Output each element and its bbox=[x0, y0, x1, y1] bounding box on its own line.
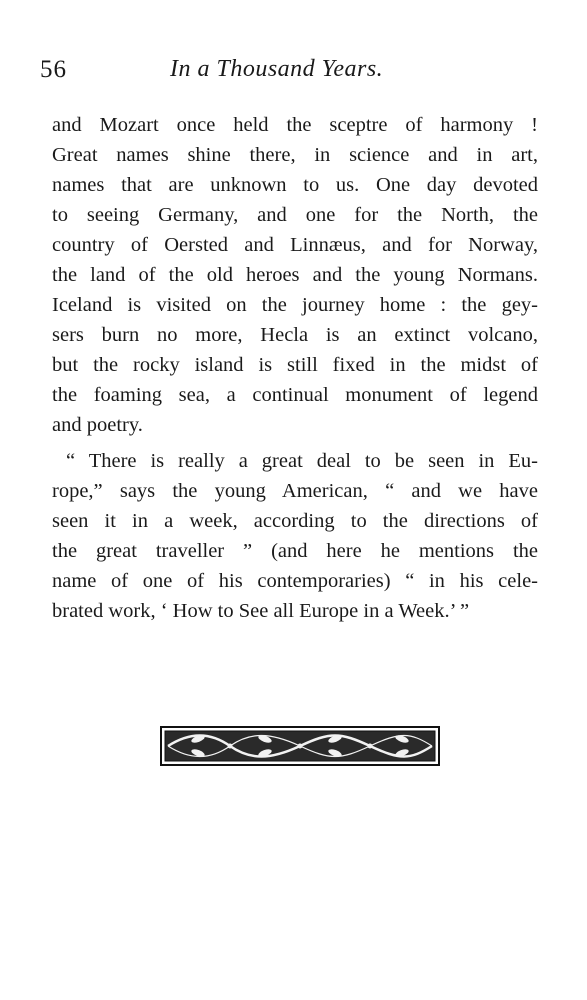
text-line: the foaming sea, a continual monument of legend bbox=[52, 384, 538, 406]
text-line: Iceland is visited on the journey home : the gey- bbox=[52, 294, 538, 316]
text-line: Great names shine there, in science and in art, bbox=[52, 144, 538, 166]
text-line: brated work, ‘ How to See all Europe in a Week.’ ” bbox=[52, 600, 470, 622]
paragraph bbox=[52, 110, 538, 440]
text-line: sers burn no more, Hecla is an extinct volcano, bbox=[52, 324, 538, 346]
text-line: and Mozart once held the sceptre of harmony ! bbox=[52, 114, 538, 136]
text-line: the great traveller ” (and here he mentions the bbox=[52, 540, 538, 562]
text-line: names that are unknown to us. One day devoted bbox=[52, 174, 538, 196]
running-title: In a Thousand Years. bbox=[170, 56, 384, 82]
page-number: 56 bbox=[40, 56, 67, 83]
text-line: the land of the old heroes and the young Normans. bbox=[52, 264, 538, 286]
decorative-tailpiece bbox=[160, 726, 440, 766]
text-line: to seeing Germany, and one for the North, the bbox=[52, 204, 538, 226]
text-line: seen it in a week, according to the directions of bbox=[52, 510, 538, 532]
page-header bbox=[40, 56, 545, 90]
text-line: rope,” says the young American, “ and we have bbox=[52, 480, 538, 502]
text-line: and poetry. bbox=[52, 414, 143, 436]
text-line: country of Oersted and Linnæus, and for Norway, bbox=[52, 234, 538, 256]
paragraph bbox=[52, 446, 538, 626]
text-line: “ There is really a great deal to be seen in Eu- bbox=[66, 450, 538, 472]
body-text bbox=[52, 110, 538, 626]
text-line: name of one of his contemporaries) “ in his cele- bbox=[52, 570, 538, 592]
text-line: but the rocky island is still fixed in the midst of bbox=[52, 354, 538, 376]
